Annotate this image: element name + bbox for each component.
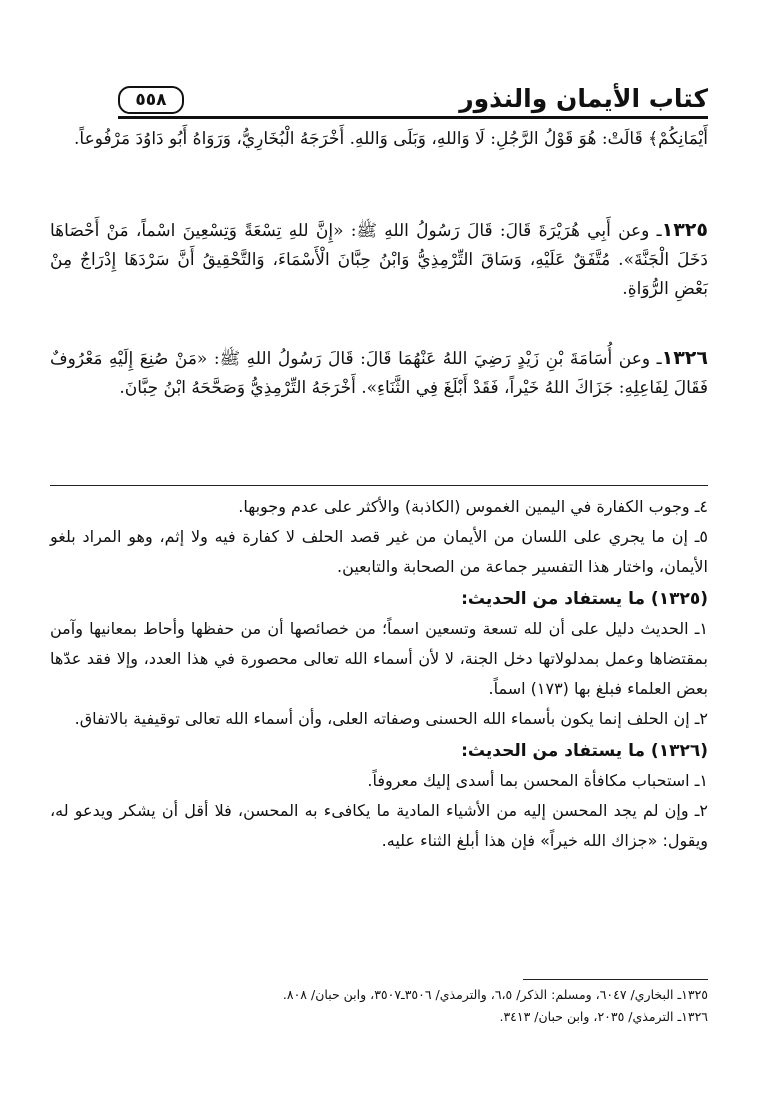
page-header <box>118 84 708 116</box>
note-item: ٥ـ إن ما يجري على اللسان من الأيمان من غير قصد الحلف لا كفارة فيه ولا إثم، وهو المراد بلغو الأيمان، واختار هذا التفسير جماعة من الصحابة والتابعين. <box>50 527 708 576</box>
footnote-divider <box>50 485 708 486</box>
note-item: ١ـ استحباب مكافأة المحسن بما أسدى إليك معروفاً. <box>367 771 708 790</box>
note-item: ١ـ الحديث دليل على أن لله تسعة وتسعين اسماً؛ من خصائصها أن من حفظها وأحاط بمعانيها وآمن بمقتضاها وعمل بمدلولاتها دخل الجنة، لا لأن أسماء الله تعالى محصورة في هذا العدد، وإلا فقد عدّها بعض العلماء فبلغ بها (١٧٣) اسماً. <box>50 619 708 698</box>
section-heading: (١٣٢٥) ما يستفاد من الحديث: <box>461 589 708 609</box>
reference-line: ١٣٢٦ـ الترمذي/ ٢٠٣٥، وابن حبان/ ٣٤١٣. <box>499 1009 708 1024</box>
hadith-text: ـ وعن أُسَامَةَ بْنِ زَيْدٍ رَضِيَ اللهُ عَنْهُمَا قَالَ: قَالَ رَسُولُ اللهِ ﷺ: «مَنْ صُنِعَ إِلَيْهِ مَعْرُوفٌ فَقَالَ لِفَاعِلِهِ: جَزَاكَ اللهُ خَيْراً، فَقَدْ أَبْلَغَ فِي الثَّنَاءِ». أَخْرَجَهُ التِّرْمِذِيُّ وَصَحَّحَهُ ابْنُ حِبَّانَ. <box>50 349 708 398</box>
benefits-section <box>50 492 708 856</box>
references-divider <box>523 979 708 980</box>
hadith-1325 <box>50 216 708 304</box>
note-item: ٢ـ وإن لم يجد المحسن إليه من الأشياء المادية ما يكافىء به المحسن، فلا أقل أن يشكر ويدعو له، ويقول: «جزاك الله خيراً» فإن هذا أبلغ الثناء عليه. <box>50 801 708 850</box>
note-item: ٢ـ إن الحلف إنما يكون بأسماء الله الحسنى وصفاته العلى، وأن أسماء الله تعالى توقيفية بالاتفاق. <box>74 709 708 728</box>
note-item: ٤ـ وجوب الكفارة في اليمين الغموس (الكاذبة) والأكثر على عدم وجوبها. <box>238 497 708 516</box>
hadith-number: ١٣٢٥ <box>661 219 708 241</box>
section-heading: (١٣٢٦) ما يستفاد من الحديث: <box>461 741 708 761</box>
page-number-badge: ٥٥٨ <box>118 86 184 114</box>
page-title: كتاب الأيمان والنذور <box>459 84 708 113</box>
hadith-1326 <box>50 344 708 403</box>
references <box>50 984 708 1028</box>
header-rule <box>118 116 708 119</box>
hadith-continuation: أَيْمَانِكُمْ﴾ قَالَتْ: هُوَ قَوْلُ الرَّجُلِ: لَا وَاللهِ، وَبَلَى وَاللهِ. أَخْرَجَهُ الْبُخَارِيُّ، وَرَوَاهُ أَبُو دَاوُدَ مَرْفُوعاً. <box>74 129 708 149</box>
hadith-text: ـ وعن أَبِي هُرَيْرَةَ قَالَ: قَالَ رَسُولُ اللهِ ﷺ: «إِنَّ للهِ تِسْعَةً وَتِسْعِينَ اسْماً، مَنْ أَحْصَاهَا دَخَلَ الْجَنَّةَ». مُتَّفَقٌ عَلَيْهِ، وَسَاقَ التِّرْمِذِيُّ وَابْنُ حِبَّانَ الْأَسْمَاءَ، وَالتَّحْقِيقُ أَنَّ سَرْدَهَا إِدْرَاجٌ مِنْ بَعْضِ الرُّوَاةِ. <box>50 221 708 299</box>
reference-line: ١٣٢٥ـ البخاري/ ٦٠٤٧، ومسلم: الذكر/ ٦،٥، والترمذي/ ٣٥٠٦ـ٣٥٠٧، وابن حبان/ ٨٠٨. <box>282 987 708 1002</box>
hadith-number: ١٣٢٦ <box>661 347 708 369</box>
